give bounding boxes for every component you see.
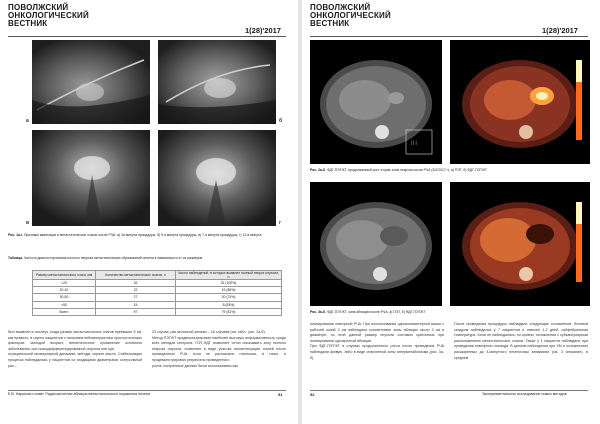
figure-caption-text: ФДГ-ПЭТ/КТ, зона аблации после РЧА: а) ПЭТ, б) ФДГ-ПЭТ/КТ xyxy=(327,310,426,314)
ultrasound-image-c xyxy=(32,130,150,226)
table-caption-label: Таблица. xyxy=(8,256,24,260)
header-rule xyxy=(310,36,588,37)
journal-title-line: ОНКОЛОГИЧЕСКИЙ xyxy=(8,11,89,20)
figure-caption xyxy=(310,168,590,173)
table-caption-text: Частота диагностирования полного некроза метастатических образований печени в зависимости от их размеров xyxy=(24,256,203,260)
table-cell: 32 xyxy=(96,280,176,287)
table-row xyxy=(33,301,282,308)
table-cell: 32 (100%) xyxy=(176,280,282,287)
table-cell: 15 xyxy=(96,301,176,308)
table-cell: 8 (53%) xyxy=(176,301,282,308)
table-header-cell: Количество метастатических очагов, n xyxy=(96,271,176,280)
table-cell: >50 xyxy=(33,301,96,308)
body-paragraph: роста, полученные данные были использованы как xyxy=(152,363,238,368)
figure-caption-label: Рис. 3а-б. xyxy=(310,310,327,314)
table-cell: 20 (74%) xyxy=(176,294,282,301)
body-text-column-2 xyxy=(454,322,588,361)
table-cell: <20 xyxy=(33,280,96,287)
journal-title xyxy=(8,4,89,28)
body-paragraph: планирования повторной РЧА. При использовании однокомпьютерной маски с рабочей зоной 3 см наблюдали соответствие зоны аблации около 3 см в диаметре, по этой данной размер опухоли составил критичным при планировании однократной аблации. xyxy=(310,322,444,343)
page-number: 51 xyxy=(278,392,283,397)
running-footer: Е.В. Нарыков и соавт. Радиочастотная абляция метастатического поражения печени xyxy=(8,392,150,396)
table-header-cell: Размер метастатического очага, мм xyxy=(33,271,96,280)
journal-title-line: ПОВОЛЖСКИЙ xyxy=(310,3,371,12)
image-letter: а xyxy=(26,118,29,124)
page-number: 52 xyxy=(310,392,315,397)
pet-ct-image-3b xyxy=(450,182,590,306)
image-letter: в xyxy=(26,220,30,226)
body-paragraph: После проведения процедуры наблюдали следующие осложнения: болевой синдром наблюдался у 7 пациентов и отвечен 1-2 дней, субфебрильная температура. Боли не наблюдались, но кровно; осложнения с субкапсулярным расположением метастатических очагов. Также у 1 пациента наблюдали при проведении повторного эпизода. В данном наблюдении при ХМ и осложнениях расширенных до 4-минутного печеночных вливаниях (см. 3 описание), в среднем xyxy=(454,322,588,360)
footer-rule xyxy=(8,390,286,391)
left-page xyxy=(0,0,298,424)
table-cell: 79 (81%) xyxy=(176,308,282,315)
footer-rule xyxy=(310,390,588,391)
table-row xyxy=(33,280,282,287)
table-cell: 20-30 xyxy=(33,287,96,294)
table-header-cell: Число наблюдений, в которых выявлен полный некроз опухоли, n xyxy=(176,271,282,280)
table-cell: 22 xyxy=(96,287,176,294)
pet-ct-image-3a xyxy=(310,182,442,306)
figure-caption xyxy=(8,233,288,238)
table-header-row xyxy=(33,271,282,280)
pet-ct-image-2a xyxy=(310,40,442,164)
figure-caption-label: Рис. 1а-г. xyxy=(8,233,24,237)
journal-title-line: ОНКОЛОГИЧЕСКИЙ xyxy=(310,11,391,20)
table-cell: 27 xyxy=(96,294,176,301)
body-text-column-2 xyxy=(152,330,286,369)
header-rule xyxy=(8,36,286,37)
table-row xyxy=(33,294,282,301)
ultrasound-image-d xyxy=(158,130,276,226)
table-caption xyxy=(8,256,288,261)
journal-title-line: ВЕСТНИК xyxy=(310,19,350,28)
table-cell: 30-50 xyxy=(33,294,96,301)
table-row xyxy=(33,287,282,294)
data-table xyxy=(32,270,282,316)
issue-number: 1(28)'2017 xyxy=(245,26,281,35)
body-paragraph: отрицательной молекулярной динамике, методы, серное масло. Стабилизация процесса наблюдалась у пациентов со сходящими диаметрами: контрольный рак – xyxy=(8,352,142,368)
figure-caption xyxy=(310,310,590,315)
body-text-column-1 xyxy=(310,322,444,361)
figure-caption-text: ФДГ-ПЭТ/КТ, продолженный рост в крае зоны некроза после РЧА (3/2/2017 г): а) ПЭТ, б) ФДГ-ПЭТ/КТ xyxy=(327,168,488,172)
journal-title-line: ПОВОЛЖСКИЙ xyxy=(8,3,69,12)
issue-number: 1(28)'2017 xyxy=(542,26,578,35)
image-letter: б xyxy=(279,118,283,124)
figure-caption-text: Признаки кавитации в метастатических очагах после РЧА: а) 3я минута процедуры, б) 5-я минута процедуры, в) 7-я минута процедуры, г) 12-я минута xyxy=(23,233,262,237)
body-paragraph: 23 случая, рак молочной железы – 16 случаев (см. табл., рис. 2а-б). xyxy=(152,330,266,334)
journal-title xyxy=(310,4,391,28)
ultrasound-image-a xyxy=(32,40,150,124)
svg-text:|||: ||| xyxy=(410,140,418,145)
pet-ct-image-2b xyxy=(450,40,590,164)
table-cell: Всего xyxy=(33,308,96,315)
body-paragraph: При ФДГ-ПЭТ/КТ в случаях продолженного роста после проведения РЧА наблюдали кривую, либо в виде очерченной зоны гиперметаболизма (рис. 3а-б). xyxy=(310,344,444,360)
body-paragraph: Метод ПЭТ/КТ продемонстрировал наиболее высокую информативность среди всех методов контроля. ПЭТ-ФДГ позволяет четко показывать зону полного некроза опухоли, позволяет в виде участка гипоаттенуации тканей после проведенного РЧА, если не распознали гипотонии, в точке, и продемонстрировал результаты проведенного xyxy=(152,335,286,362)
image-letter: г xyxy=(279,220,282,226)
table-cell: 19 (86%) xyxy=(176,287,282,294)
ultrasound-image-b xyxy=(158,40,276,124)
running-footer: Экспериментальное исследование новых методов xyxy=(482,392,567,396)
journal-title-line: ВЕСТНИК xyxy=(8,19,48,28)
figure-caption-label: Рис. 2а-б. xyxy=(310,168,327,172)
table-cell: 97 xyxy=(96,308,176,315)
right-page xyxy=(302,0,600,424)
body-paragraph: был выявлен в послеуз, когда размер метастатических очагов превышал 5 см, как правило, в группе пациентов с наличием неблагоприятных прогностических факторов: молодой возраст, внепеченочное проявление основного заболевания, при низкодифференцированной опухоли или при xyxy=(8,330,142,351)
body-text-column-1 xyxy=(8,330,142,369)
table-row xyxy=(33,308,282,315)
